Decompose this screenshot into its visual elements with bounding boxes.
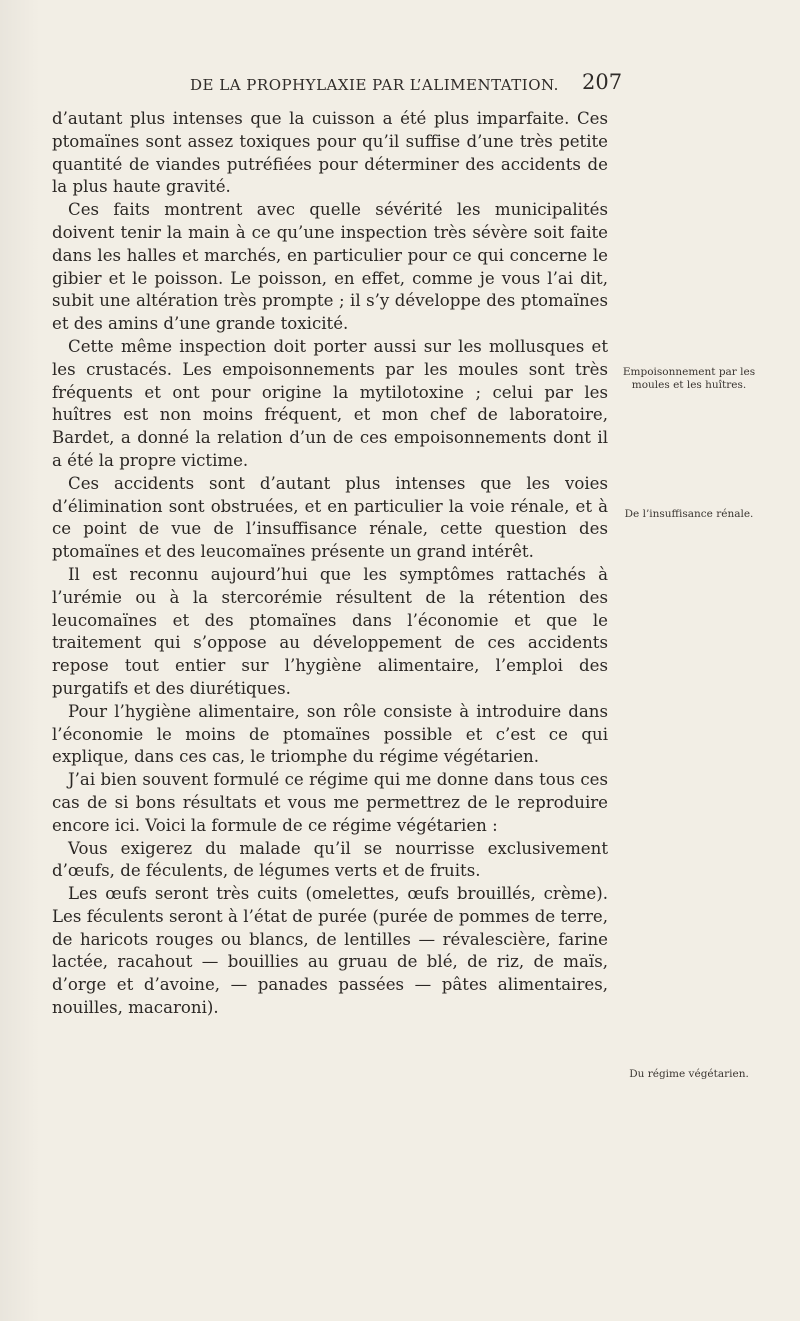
page-number: 207 — [582, 70, 623, 94]
body-text — [52, 108, 608, 1020]
paragraph: Ces accidents sont d’autant plus intenses que les voies d’élimination sont obstruées, et en particulier la voie rénale, et à ce point de vue de l’insuffisance rénale, cette question des ptomaïnes et des leucomaïnes présente un grand intérêt. — [52, 473, 608, 562]
paragraph: d’autant plus intenses que la cuisson a été plus imparfaite. Ces ptomaïnes sont assez toxiques pour qu’il suffise d’une très petite quantité de viandes putréfiées pour déterminer des accidents de la plus haute gravité. — [52, 109, 608, 197]
paragraph: Cette même inspection doit porter aussi sur les mollusques et les crustacés. Les empoisonnements par les moules sont très fréquents et ont pour origine la mytilotoxine ; celui par les huîtres est non moins fréquent, et mon chef de laboratoire, Bardet, a donné la relation d’un de ces empoisonnements dont il a été la propre victime. — [52, 336, 608, 470]
paragraph: Il est reconnu aujourd’hui que les symptômes rattachés à l’urémie ou à la stercorémie résultent de la rétention des leucomaïnes et des ptomaïnes dans l’économie et que le traitement qui s’oppose au développement de ces accidents repose tout entier sur l’hygiène alimentaire, l’emploi des purgatifs et des diurétiques. — [52, 564, 608, 698]
paragraph: Les œufs seront très cuits (omelettes, œufs brouillés, crème). Les féculents seront à l’état de purée (purée de pommes de terre, de haricots rouges ou blancs, de lentilles — révalescière, farine lactée, racahout — bouillies au gruau de blé, de riz, de maïs, d’orge et d’avoine, — panades passées — pâtes alimentaires, nouilles, macaroni). — [52, 884, 608, 1018]
margin-note-mollusques: Empoisonnement par les moules et les huîtres. — [622, 366, 756, 391]
paragraph: Pour l’hygiène alimentaire, son rôle consiste à introduire dans l’économie le moins de ptomaïnes possible et c’est ce qui explique, dans ces cas, le triomphe du régime végétarien. — [52, 701, 608, 767]
paragraph: Ces faits montrent avec quelle sévérité les municipalités doivent tenir la main à ce qu’une inspection très sévère soit faite dans les halles et marchés, en particulier pour ce qui concerne le gibier et le poisson. Le poisson, en effet, comme je vous l’ai dit, subit une altération très prompte ; il s’y développe des ptomaïnes et des amins d’une grande toxicité. — [52, 200, 608, 334]
running-title: DE LA PROPHYLAXIE PAR L’ALIMENTATION. — [190, 76, 559, 94]
margin-note-regime-vegetarien: Du régime végétarien. — [629, 1068, 749, 1080]
paragraph: Vous exigerez du malade qu’il se nourrisse exclusivement d’œufs, de féculents, de légumes verts et de fruits. — [52, 838, 608, 881]
paragraph: J’ai bien souvent formulé ce régime qui me donne dans tous ces cas de si bons résultats et vous me permettrez de le reproduire encore ici. Voici la formule de ce régime végétarien : — [52, 770, 608, 835]
margin-note-insuffisance-renale: De l’insuffisance rénale. — [624, 508, 754, 520]
